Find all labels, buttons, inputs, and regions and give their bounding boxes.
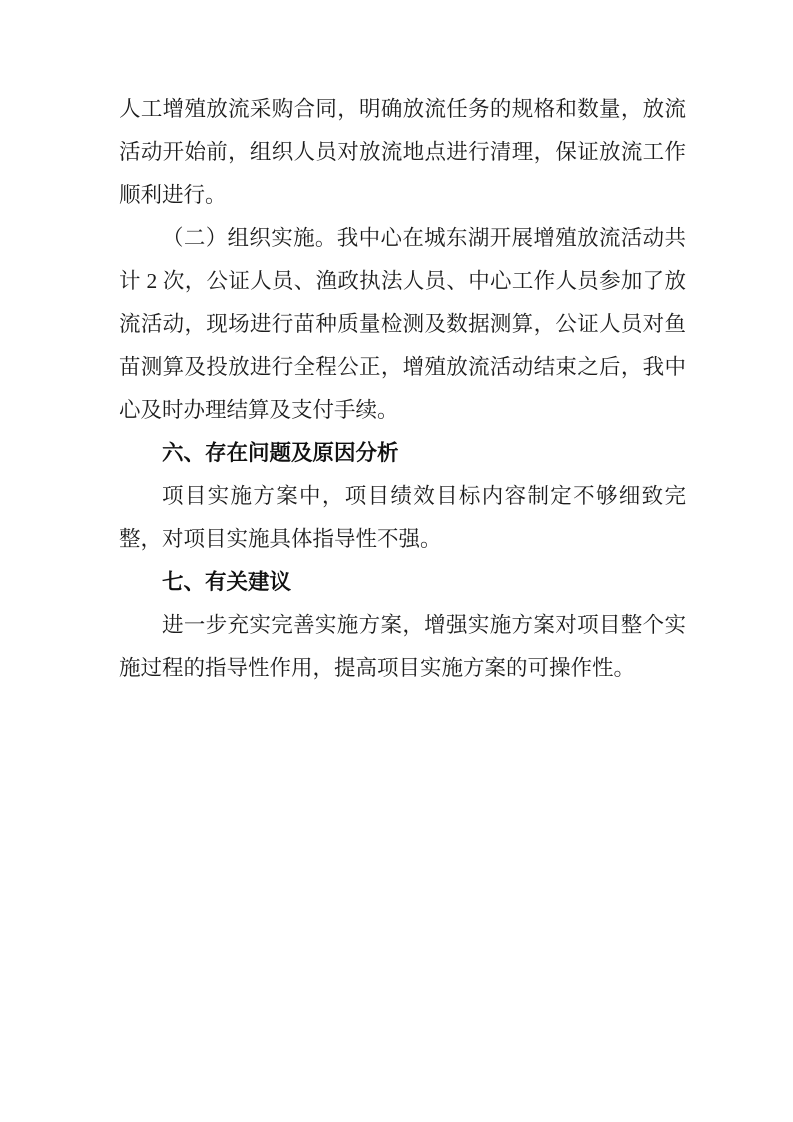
body-text-line: 流活动，现场进行苗种质量检测及数据测算，公证人员对鱼 — [119, 312, 686, 336]
body-text-line: 项目实施方案中，项目绩效目标内容制定不够细致完 — [162, 484, 686, 508]
paragraph-procurement — [119, 88, 686, 217]
body-text-line: 施过程的指导性作用，提高项目实施方案的可操作性。 — [119, 656, 636, 680]
body-text-line: 苗测算及投放进行全程公正，增殖放流活动结束之后，我中 — [119, 355, 686, 379]
body-text-line: 计 2 次，公证人员、渔政执法人员、中心工作人员参加了放 — [119, 269, 686, 293]
section-heading-suggestions: 七、有关建议 — [162, 570, 292, 594]
body-text-line: 心及时办理结算及支付手续。 — [119, 398, 399, 422]
body-text-line: 顺利进行。 — [119, 183, 227, 207]
body-text-line: 活动开始前，组织人员对放流地点进行清理，保证放流工作 — [119, 140, 686, 164]
paragraph-problems — [119, 475, 686, 561]
body-text-line: 人工增殖放流采购合同，明确放流任务的规格和数量，放流 — [119, 97, 686, 121]
body-text-line: 进一步充实完善实施方案，增强实施方案对项目整个实 — [162, 613, 686, 637]
paragraph-suggestions — [119, 604, 686, 690]
body-text-line: 整，对项目实施具体指导性不强。 — [119, 527, 442, 551]
section-heading-problems-analysis: 六、存在问题及原因分析 — [162, 441, 399, 465]
paragraph-organization-implementation — [119, 217, 686, 432]
document-content — [119, 88, 686, 690]
body-text-line: （二）组织实施。我中心在城东湖开展增殖放流活动共 — [162, 226, 686, 250]
